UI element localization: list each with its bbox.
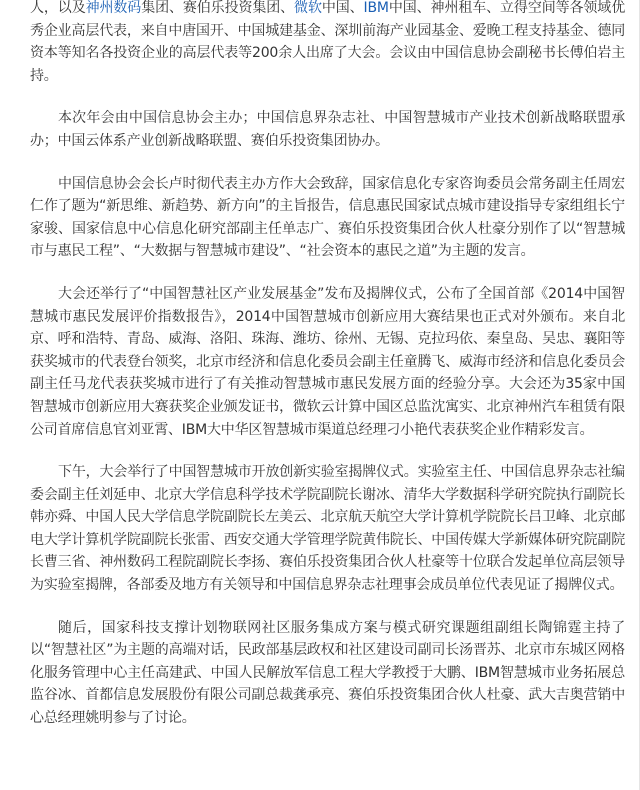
paragraph-organizers: 本次年会由中国信息协会主办；中国信息界杂志社、中国智慧城市产业技术创新战略联盟承办；中国云体系产业创新战略联盟、赛伯乐投资集团协办。	[30, 110, 625, 149]
paragraph-awards: 大会还举行了“中国智慧社区产业发展基金”发布及揭牌仪式，公布了全国首部《2014中国智慧城市惠民发展评价指数报告》，2014中国智慧城市创新应用大赛结果也正式对外颁布。来自北京、呼和浩特、青岛、威海、洛阳、珠海、潍坊、徐州、无锡、克拉玛依、秦皇岛、吴忠、襄阳等获奖城市的代表登台领奖，北京市经济和信息化委员会副主任童腾飞、威海市经济和信息化委员会副主任马龙代表获奖城市进行了有关推动智慧城市惠民发展方面的经验分享。大会还为35家中国智慧城市创新应用大赛获奖企业颁发证书，微软云计算中国区总监沈寓实、北京神州汽车租赁有限公司首席信息官刘亚霄、IBM大中华区智慧城市渠道总经理刁小艳代表获奖企业作精彩发言。	[30, 285, 625, 438]
p1-text-d: 中国、神州租车、立得空间等各领域优秀企业高层代表，来自中唐国开、中国城建基金、深圳前海产业园基金、爱晚工程支持基金、德同资本等知名各投资企业的高层代表等200余人出席了大会。会议由中国信息协会副秘书长傅伯岩主持。	[30, 0, 625, 84]
p1-text-c: 中国、	[321, 0, 364, 16]
link-digital-china[interactable]: 神州数码	[85, 0, 142, 16]
p1-text-b: 集团、赛伯乐投资集团、	[141, 0, 295, 16]
paragraph-lab-unveiling: 下午，大会举行了中国智慧城市开放创新实验室揭牌仪式。实验室主任、中国信息界杂志社编委会副主任刘延申、北京大学信息科学技术学院副院长谢冰、清华大学数据科学研究院执行副院长韩亦舜、中国人民大学信息学院副院长左美云、北京航天航空大学计算机学院院长吕卫峰、北京邮电大学计算机学院副院长张雷、西安交通大学管理学院黄伟院长、中国传媒大学新媒体研究院副院长曹三省、神州数码工程院副院长李扬、赛伯乐投资集团合伙人杜豪等十位联合发起单位高层领导为实验室揭牌，各部委及地方有关领导和中国信息界杂志社理事会成员单位代表见证了揭牌仪式。	[30, 464, 625, 594]
link-microsoft[interactable]: 微软	[294, 0, 322, 16]
paragraph-attendees	[30, 0, 625, 87]
link-ibm[interactable]: IBM	[363, 0, 389, 16]
p1-text-a: 人，以及	[30, 0, 86, 16]
paragraph-speeches: 中国信息协会会长卢时彻代表主办方作大会致辞，国家信息化专家咨询委员会常务副主任周宏仁作了题为“新思维、新趋势、新方向”的主旨报告，信息惠民国家试点城市建设指导专家组组长宁家骏、国家信息中心信息化研究部副主任单志广、赛伯乐投资集团合伙人杜豪分别作了以“智慧城市与惠民工程”、“大数据与智慧城市建设”、“社会资本的惠民之道”为主题的发言。	[30, 175, 625, 260]
paragraph-dialogue: 随后，国家科技支撑计划物联网社区服务集成方案与模式研究课题组副组长陶锦霆主持了以“智慧社区”为主题的高端对话，民政部基层政权和社区建设司副司长汤晋苏、北京市东城区网格化服务管理中心主任高建武、中国人民解放军信息工程大学教授于大鹏、IBM智慧城市业务拓展总监谷冰、首都信息发展股份有限公司副总裁龚承亮、赛伯乐投资集团合伙人杜豪、武大吉奥营销中心总经理姚明参与了讨论。	[30, 619, 625, 727]
